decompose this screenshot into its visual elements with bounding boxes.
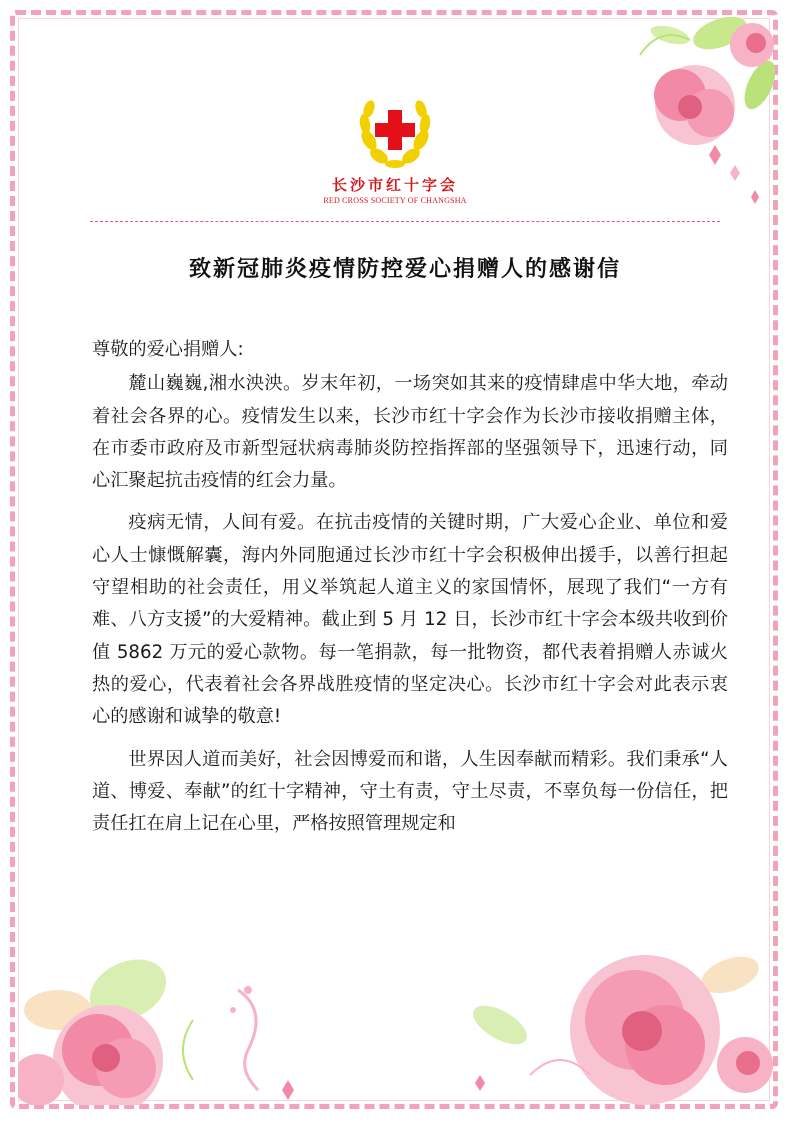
- top-right-flowers: [520, 15, 775, 215]
- letter-title: 致新冠肺炎疫情防控爱心捐赠人的感谢信: [188, 256, 621, 282]
- greeting: 尊敬的爱心捐赠人:: [92, 339, 244, 360]
- paragraph: 世界因人道而美好，社会因博爱而和谐，人生因奉献而精彩。我们秉承“人道、博爱、奉献”的红十字精神，守土有责，守土尽责，不辜负每一份信任，把责任扛在肩上记在心里，严格按照管理规定和: [92, 748, 728, 835]
- paragraph: 麓山巍巍,湘水泱泱。岁末年初，一场突如其来的疫情肆虐中华大地，牵动着社会各界的心。疫情发生以来，长沙市红十字会作为长沙市接收捐赠主体，在市委市政府及市新型冠状病毒肺炎防控指挥部的坚强领导下，迅速行动，同心汇聚起抗击疫情的红会力量。: [92, 373, 728, 492]
- bottom-left-flowers: [18, 950, 318, 1105]
- org-name-cn: 长沙市红十字会: [331, 176, 458, 194]
- paragraph: 疫病无情，人间有爱。在抗击疫情的关键时期，广大爱心企业、单位和爱心人士慷慨解囊，海内外同胞通过长沙市红十字会积极伸出援手，以善行担起守望相助的社会责任，用义举筑起人道主义的家国情怀，展现了我们“一方有难、八方支援”的大爱精神。截止到 5 月 12 日，长沙市红十字会本级共收到价值 5862 万元的爱心款物。每一笔捐款，每一批物资，都代表着捐赠人赤诚火热的爱心，代表着社会各界战胜疫情的坚定决心。长沙市红十字会对此表示衷心的感谢和诚挚的敬意!: [92, 512, 728, 728]
- bottom-right-flowers: [470, 935, 775, 1105]
- org-name-en: RED CROSS SOCIETY OF CHANGSHA: [323, 196, 467, 205]
- divider: [90, 221, 720, 222]
- red-cross-emblem-icon: [355, 90, 435, 170]
- red-cross-logo: [300, 90, 490, 210]
- letter-body: [92, 334, 728, 840]
